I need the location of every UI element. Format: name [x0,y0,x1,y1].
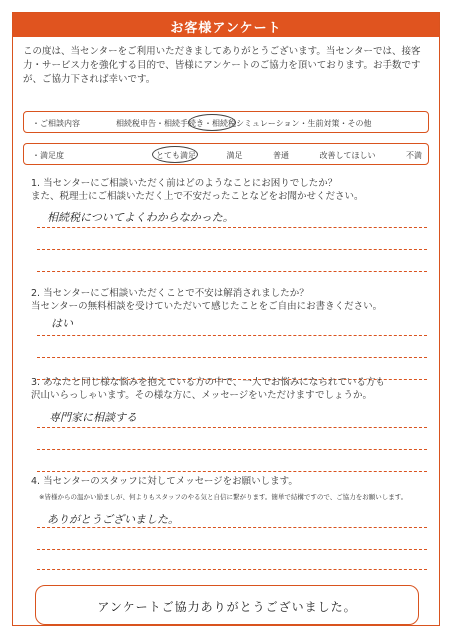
question-text: 当センターにご相談いただくことで不安は解消されましたか？ 当センターの無料相談を受けていただいて感じたことをご自由にお書きください。 [31,288,383,312]
question-text: 当センターのスタッフに対してメッセージをお願いします。 [43,476,298,487]
answer-line [37,427,427,428]
satisfaction-box [23,143,429,165]
consultation-options: 相続税申告・相続手続き・相続税シミュレーション・生前対策・その他 [116,119,372,128]
answer-line [37,227,427,228]
satisfaction-option: 満足 [226,151,243,160]
answer-line [37,471,427,472]
footer-thanks: アンケートご協力ありがとうございました。 [97,600,357,614]
satisfaction-label: ・満足度 [32,151,64,160]
answer-1: 相続税についてよくわからなかった。 [47,211,234,224]
satisfaction-option: 不満 [406,151,422,160]
title-banner [13,13,439,37]
consultation-selected-circle [188,114,236,131]
intro-text: この度は、当センターをご利用いただきましてありがとうございます。当センターでは、接客力・サービス力を強化する目的で、皆様にアンケートのご協力を頂いております。お手数ですが、ご協力下されば幸いです。 [23,46,421,85]
question-4-note: ※皆様からの温かい励ましが、何よりもスタッフのやる気と自信に繋がります。簡単で結構ですので、ご協力をお願いします。 [39,493,408,501]
answer-line [37,449,427,450]
question-3 [31,376,431,402]
satisfaction-option: 普通 [273,151,289,160]
question-1 [31,177,431,203]
question-2 [31,287,431,313]
question-text: あなたと同じ様な悩みを抱えている方の中で、一人でお悩みになられている方も 沢山いらっしゃいます。その様な方に、メッセージをいただけますでしょうか。 [31,377,385,401]
answer-line [37,549,427,550]
satisfaction-option: 改善してほしい [319,151,376,160]
question-number: 3. [31,377,41,388]
question-number: 4. [31,476,41,487]
question-number: 1. [31,178,41,189]
answer-2: はい [51,317,73,330]
survey-form [12,12,440,626]
answer-4: ありがとうございました。 [47,513,179,526]
page-title: お客様アンケート [170,21,282,36]
answer-line [37,271,427,272]
satisfaction-selected-circle [152,146,198,163]
question-text: 当センターにご相談いただく前はどのようなことにお困りでしたか？ また、税理士にご相談いただく上で不安だったことなどをお聞かせください。 [31,178,364,202]
consultation-box [23,111,429,133]
answer-3: 専門家に相談する [49,411,137,424]
footer-box [35,585,419,625]
consultation-label: ・ご相談内容 [32,119,80,128]
answer-line [37,357,427,358]
question-number: 2. [31,288,41,299]
satisfaction-option: とても満足 [156,151,196,160]
answer-line [37,249,427,250]
answer-line [37,569,427,570]
answer-line [37,335,427,336]
question-4 [31,475,431,488]
answer-line [37,527,427,528]
